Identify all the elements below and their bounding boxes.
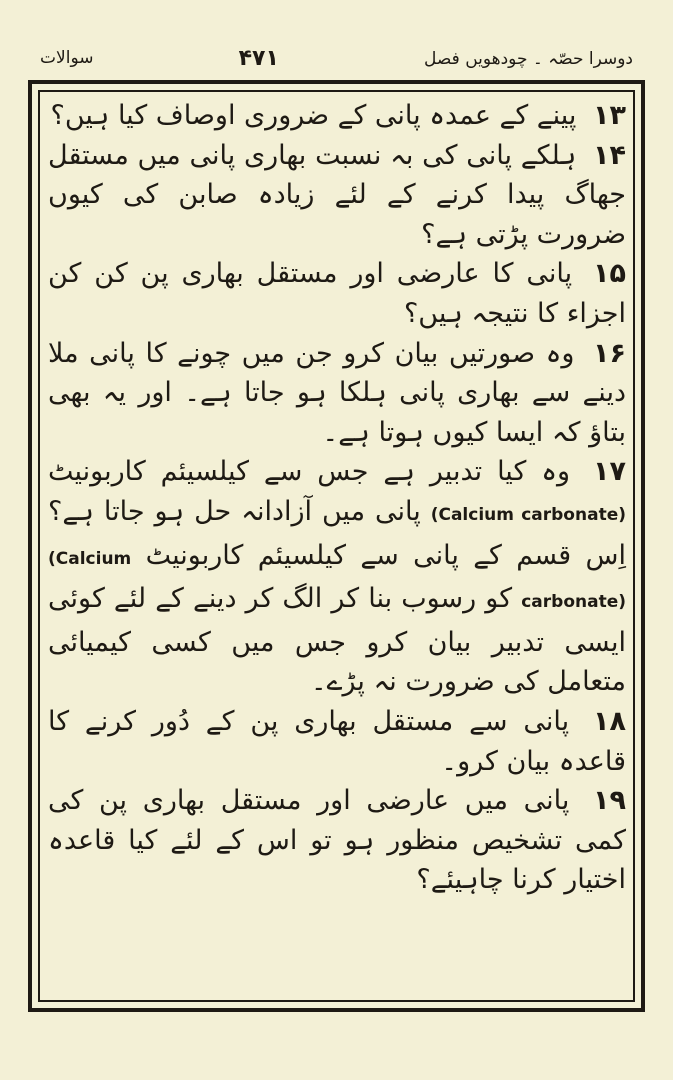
question-16	[48, 334, 626, 453]
question-text: پینے کے عمدہ پانی کے ضروری اوصاف کیا ہیں؟	[50, 100, 577, 131]
question-text-part: وہ کیا تدبیر ہے جس سے کیلسیئم کاربونیٹ	[48, 456, 571, 488]
latin-term: (Calcium carbonate)	[430, 504, 626, 525]
page-number: ۴۷۱	[238, 45, 279, 71]
question-text: ہلکے پانی کی بہ نسبت بھاری پانی میں مستقل جھاگ پیدا کرنے کے لئے زیادہ صابن کی کیوں ضرورت پڑتی ہے؟	[48, 139, 626, 250]
question-text-part: پانی میں آزادانہ حل ہو جاتا ہے؟ اِس قسم کے پانی سے کیلسیئم کاربونیٹ	[48, 495, 626, 571]
question-text: وہ صورتیں بیان کرو جن میں چونے کا پانی ملا دینے سے بھاری پانی ہلکا ہو جاتا ہے۔ اور یہ بھی بتاؤ کہ ایسا کیوں ہوتا ہے۔	[48, 337, 626, 448]
question-number: ۱۴	[593, 139, 626, 171]
question-text: پانی سے مستقل بھاری پن کے دُور کرنے کا قاعدہ بیان کرو۔	[48, 705, 626, 777]
question-19	[48, 781, 626, 900]
question-15	[48, 254, 626, 333]
question-number: ۱۵	[593, 258, 626, 290]
question-number: ۱۶	[593, 337, 626, 369]
latin-term: (Calcium carbonate)	[48, 548, 626, 613]
question-text: پانی میں عارضی اور مستقل بھاری پن کی کمی تشخیص منظور ہو تو اس کے لئے کیا قاعدہ اختیار کرنا چاہیئے؟	[48, 785, 626, 896]
questions-list	[48, 96, 626, 900]
question-14	[48, 136, 626, 255]
section-title: دوسرا حصّہ ۔ چودھویں فصل	[424, 48, 633, 69]
question-text: پانی کا عارضی اور مستقل بھاری پن کن کن اجزاء کا نتیجہ ہیں؟	[48, 258, 626, 329]
question-number: ۱۳	[593, 100, 626, 131]
question-number: ۱۷	[593, 456, 626, 488]
question-number: ۱۹	[593, 785, 626, 817]
question-text-part: کو رسوب بنا کر الگ کر دینے کے لئے کوئی ایسی تدبیر بیان کرو جس میں کسی کیمیائی متعامل کی ضرورت نہ پڑے۔	[48, 583, 626, 698]
question-13	[48, 96, 626, 136]
page-header	[40, 38, 633, 78]
question-number: ۱۸	[593, 705, 626, 737]
question-18	[48, 702, 626, 781]
question-17	[48, 452, 626, 702]
page-heading: سوالات	[40, 48, 94, 68]
